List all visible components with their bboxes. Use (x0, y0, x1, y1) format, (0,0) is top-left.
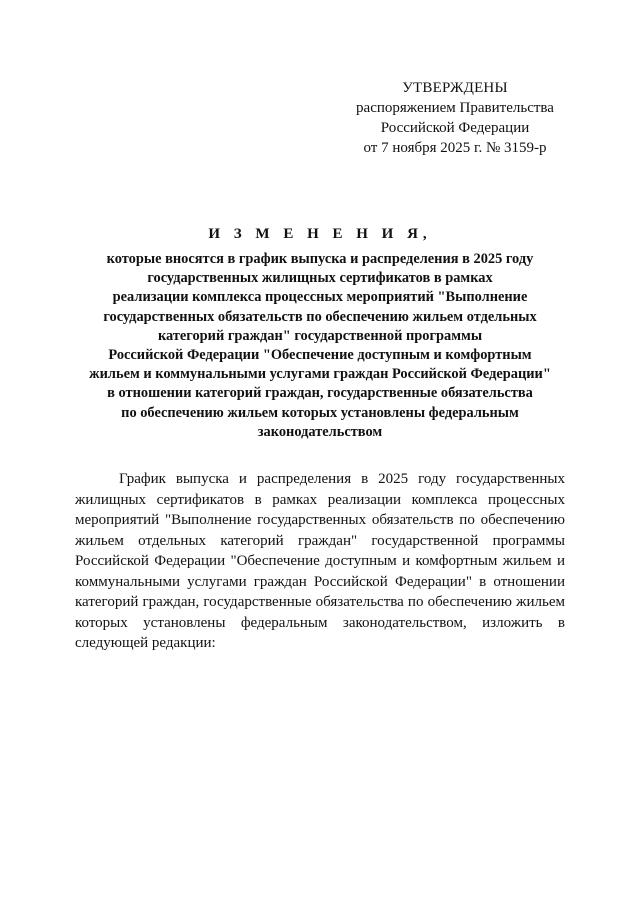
subtitle-line: государственных обязательств по обеспечению жильем отдельных (103, 308, 537, 325)
subtitle-line: законодательством (257, 423, 383, 440)
approval-heading: УТВЕРЖДЕНЫ (402, 80, 508, 96)
subtitle-line: жильем и коммунальными услугами граждан Российской Федерации" (89, 366, 551, 383)
approval-line-3: от 7 ноября 2025 г. № 3159-р (363, 140, 547, 156)
subtitle-line: которые вносятся в график выпуска и распределения в 2025 году (106, 251, 534, 267)
subtitle-line: категорий граждан" государственной программы (157, 327, 483, 344)
subtitle-line: в отношении категорий граждан, государственные обязательства (107, 385, 533, 402)
subtitle-line: государственных жилищных сертификатов в рамках (147, 270, 493, 287)
approval-line-2: Российской Федерации (380, 120, 530, 136)
document-subtitle (62, 250, 578, 442)
approval-line-1: распоряжением Правительства (356, 100, 554, 116)
subtitle-line: по обеспечению жильем которых установлены федеральным (121, 404, 519, 421)
document-title: И З М Е Н Е Н И Я, (208, 226, 432, 242)
body-paragraph: График выпуска и распределения в 2025 году государственных жилищных сертификатов в рамках реализации комплекса процессных мероприятий "Выполнение государственных обязательств по обеспечению жильем отдельных категорий граждан" государственной программы Российской Федерации "Обеспечение доступным и комфортным жильем и коммунальными услугами граждан Российской Федерации" в отношении категорий граждан, государственные обязательства по обеспечению жильем которых установлены федеральным законодательством, изложить в следующей редакции: (75, 471, 565, 651)
approval-block (330, 78, 580, 158)
subtitle-line: Российской Федерации "Обеспечение доступным и комфортным (108, 347, 532, 364)
subtitle-line: реализации комплекса процессных мероприятий "Выполнение (112, 289, 528, 306)
